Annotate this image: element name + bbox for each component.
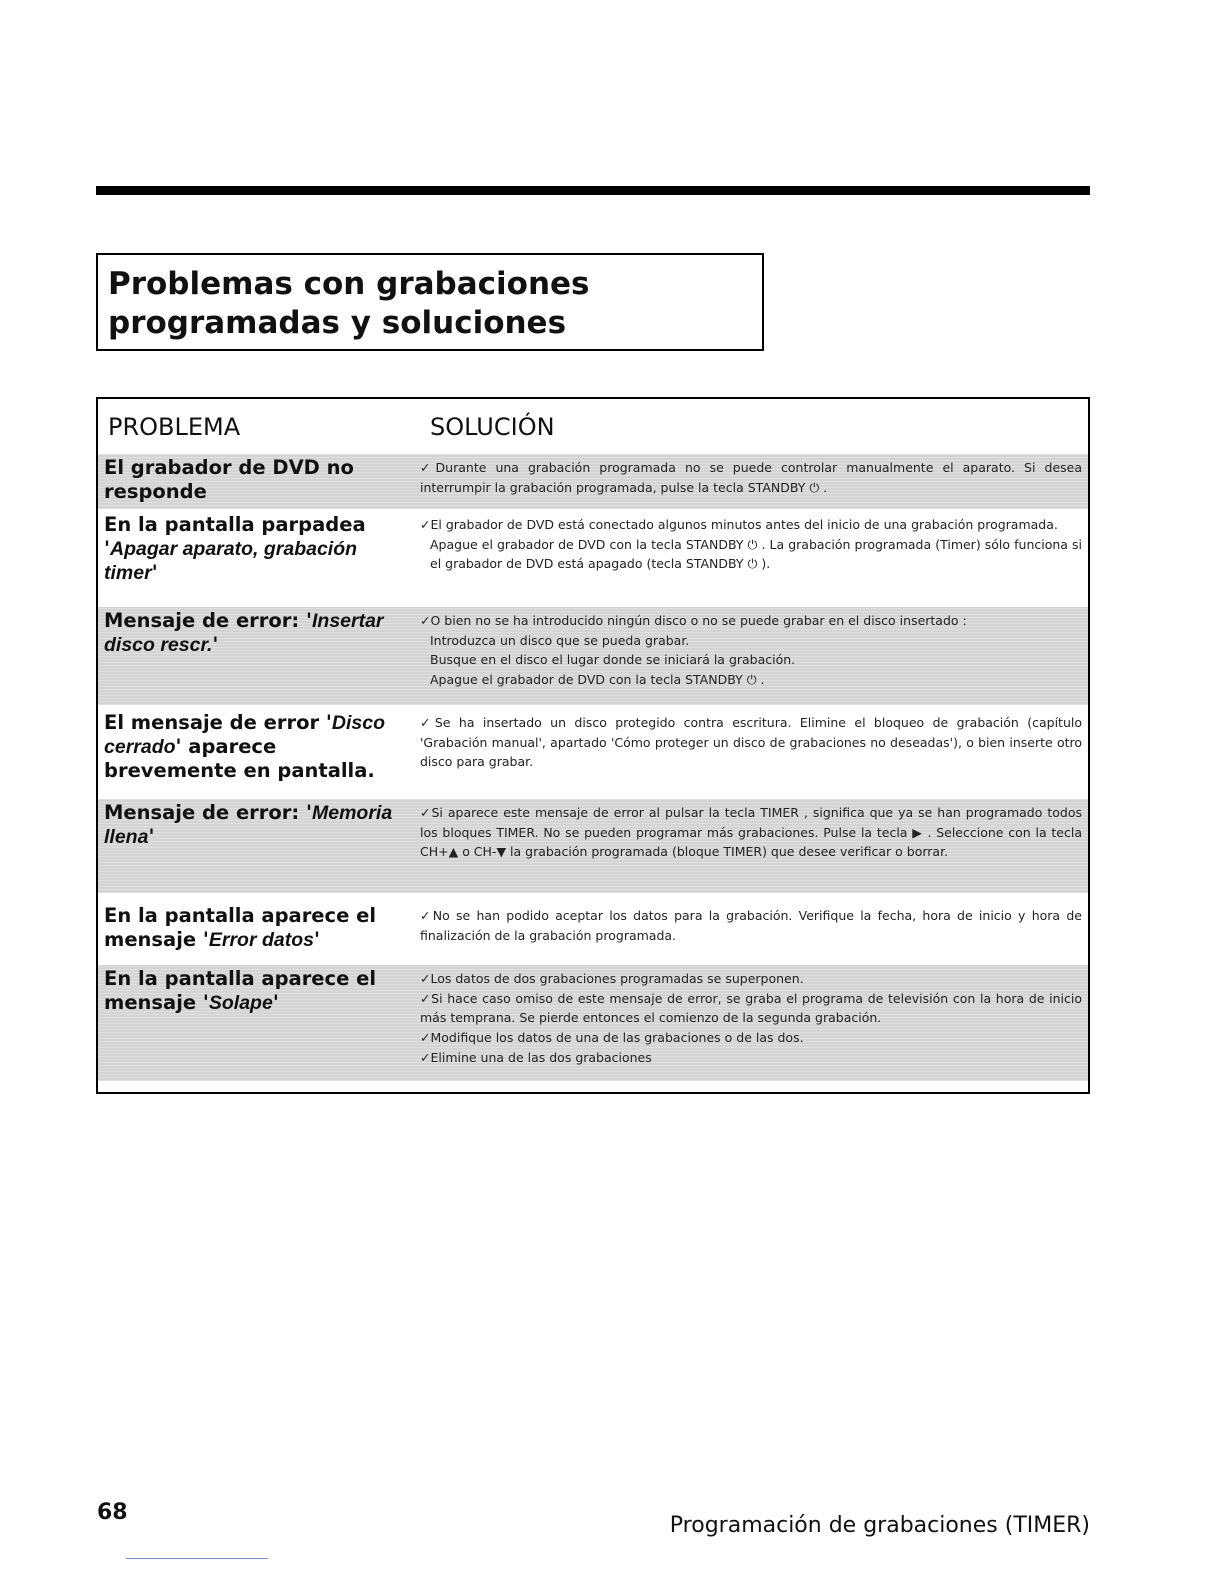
page-number: 68 <box>97 1500 128 1525</box>
table-row <box>98 709 1088 789</box>
header-problem: PROBLEMA <box>108 413 241 441</box>
solution-line: ✓Durante una grabación programada no se puede controlar manualmente el aparato. Si desea interrumpir la grabación programada, pulse la tecla STANDBY ⏻ . <box>420 460 1082 495</box>
solution-cell <box>420 969 1082 1068</box>
table-row <box>98 454 1088 509</box>
solution-line: ✓O bien no se ha introducido ningún disco o no se puede grabar en el disco insertado : <box>420 613 967 628</box>
solution-line: Apague el grabador de DVD con la tecla STANDBY ⏻ . <box>430 672 765 688</box>
solution-cell <box>420 515 1082 574</box>
solution-line: ✓El grabador de DVD está conectado algunos minutos antes del inicio de una grabación programada. <box>420 517 1058 532</box>
solution-line: ✓No se han podido aceptar los datos para la grabación. Verifique la fecha, hora de inicio y hora de finalización de la grabación programada. <box>420 908 1082 943</box>
solution-line: Introduzca un disco que se pueda grabar. <box>430 632 690 648</box>
solution-line: ✓Los datos de dos grabaciones programadas se superponen. <box>420 971 804 986</box>
problem-cell: En la pantalla aparece el mensaje 'Error datos' <box>104 904 377 951</box>
solution-cell <box>420 803 1082 862</box>
problem-cell: En la pantalla parpadea 'Apagar aparato, grabación timer' <box>104 513 366 584</box>
problem-cell: Mensaje de error: 'Memoria llena' <box>104 801 393 848</box>
solution-line: ✓Elimine una de las dos grabaciones <box>420 1049 652 1065</box>
footer-section-title: Programación de grabaciones (TIMER) <box>669 1513 1090 1538</box>
table-row <box>98 511 1088 605</box>
solution-cell <box>420 611 1082 690</box>
problem-cell: Mensaje de error: 'Insertar disco rescr.' <box>104 609 384 656</box>
top-rule <box>96 186 1090 195</box>
solution-line: Apague el grabador de DVD con la tecla STANDBY ⏻ . La grabación programada (Timer) sólo funciona si el grabador de DVD está apagado (tecla STANDBY ⏻ ). <box>430 536 1082 572</box>
problem-cell: El grabador de DVD no responde <box>104 456 354 503</box>
problems-table <box>96 397 1090 1094</box>
solution-cell <box>420 906 1082 945</box>
table-row <box>98 965 1088 1081</box>
table-row <box>98 607 1088 705</box>
solution-cell <box>420 713 1082 772</box>
solution-line: ✓Se ha insertado un disco protegido contra escritura. Elimine el bloqueo de grabación (capítulo 'Grabación manual', apartado 'Cómo proteger un disco de grabaciones no deseadas'), o bien inserte otro disco para grabar. <box>420 715 1082 770</box>
solution-line: ✓Modifique los datos de una de las grabaciones o de las dos. <box>420 1030 804 1046</box>
table-row <box>98 902 1088 958</box>
title-box <box>96 253 764 351</box>
problem-cell: En la pantalla aparece el mensaje 'Solape' <box>104 967 377 1014</box>
solution-line: ✓Si hace caso omiso de este mensaje de error, se graba el programa de televisión con la hora de inicio más temprana. Se pierde entonces el comienzo de la segunda grabación. <box>420 990 1082 1026</box>
header-solution: SOLUCIÓN <box>430 413 555 441</box>
table-row <box>98 799 1088 893</box>
footer-divider <box>126 1558 268 1559</box>
solution-line: Busque en el disco el lugar donde se iniciará la grabación. <box>430 652 796 668</box>
solution-cell <box>420 458 1082 497</box>
problem-cell: El mensaje de error 'Disco cerrado' aparece brevemente en pantalla. <box>104 711 385 782</box>
solution-line: ✓Si aparece este mensaje de error al pulsar la tecla TIMER , significa que ya se han programado todos los bloques TIMER. No se pueden programar más grabaciones. Pulse la tecla ▶ . Seleccione con la tecla CH+▲ o CH-▼ la grabación programada (bloque TIMER) que desee verificar o borrar. <box>420 805 1082 860</box>
page-title: Problemas con grabaciones programadas y soluciones <box>108 266 590 341</box>
